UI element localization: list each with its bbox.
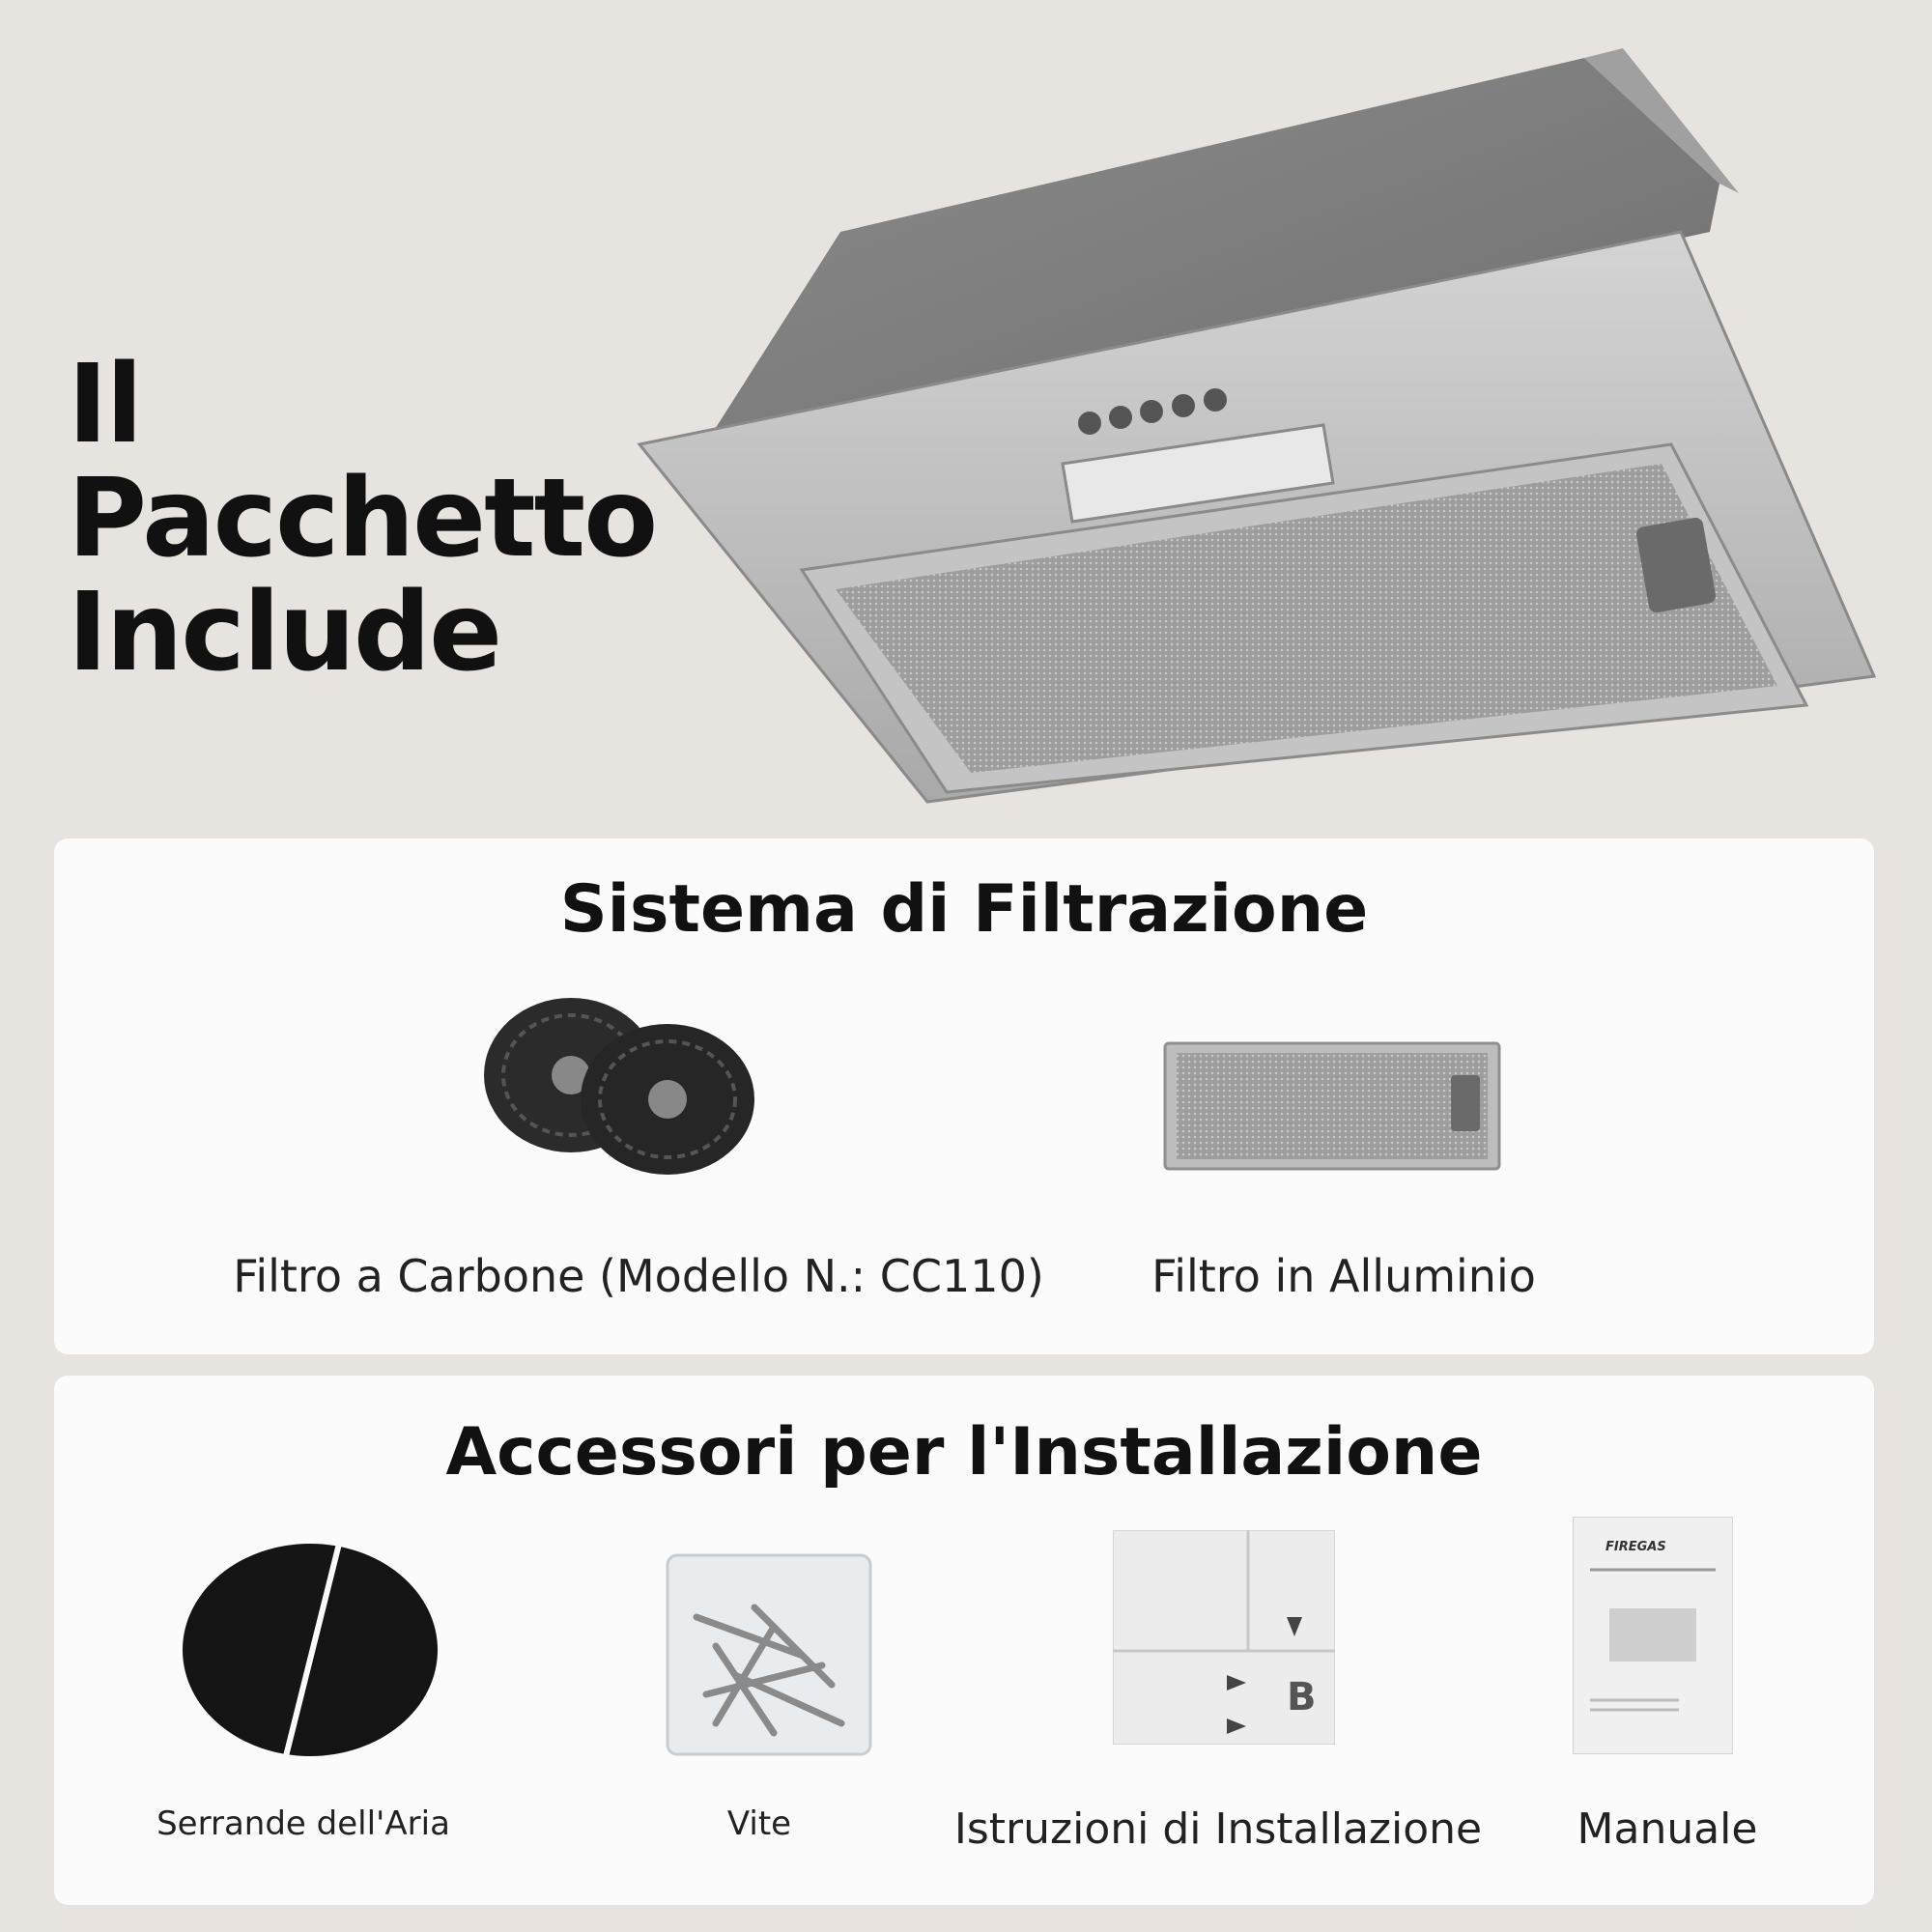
installation-title: Accessori per l'Installazione xyxy=(445,1414,1483,1491)
installation-panel xyxy=(54,1376,1874,1905)
filtration-panel xyxy=(54,838,1874,1354)
page-title xyxy=(68,342,657,696)
carbon-filter-icon xyxy=(479,993,769,1177)
installation-item-label-manual: Manuale xyxy=(1577,1804,1758,1854)
installation-item-label-instructions: Istruzioni di Installazione xyxy=(953,1804,1483,1854)
filtration-title: Sistema di Filtrazione xyxy=(559,871,1369,948)
screws-icon xyxy=(658,1549,880,1762)
title-line-3: Include xyxy=(68,570,501,696)
title-line-2: Pacchetto xyxy=(68,456,657,582)
template-letter: B xyxy=(1287,1675,1317,1719)
aluminium-filter-icon xyxy=(1163,1041,1501,1171)
filtration-item-label-carbon: Filtro a Carbone (Modello N.: CC110) xyxy=(233,1250,1044,1302)
manual-icon xyxy=(1573,1517,1733,1754)
installation-item-label-screws: Vite xyxy=(726,1804,792,1843)
installation-template-icon xyxy=(1113,1530,1335,1745)
filtration-item-label-aluminium: Filtro in Alluminio xyxy=(1151,1250,1536,1302)
range-hood-image xyxy=(618,39,1893,811)
manual-brand: FIREGAS xyxy=(1605,1540,1666,1554)
title-line-1: Il xyxy=(68,342,142,468)
installation-item-label-damper: Serrande dell'Aria xyxy=(156,1804,450,1843)
air-damper-icon xyxy=(180,1540,440,1760)
